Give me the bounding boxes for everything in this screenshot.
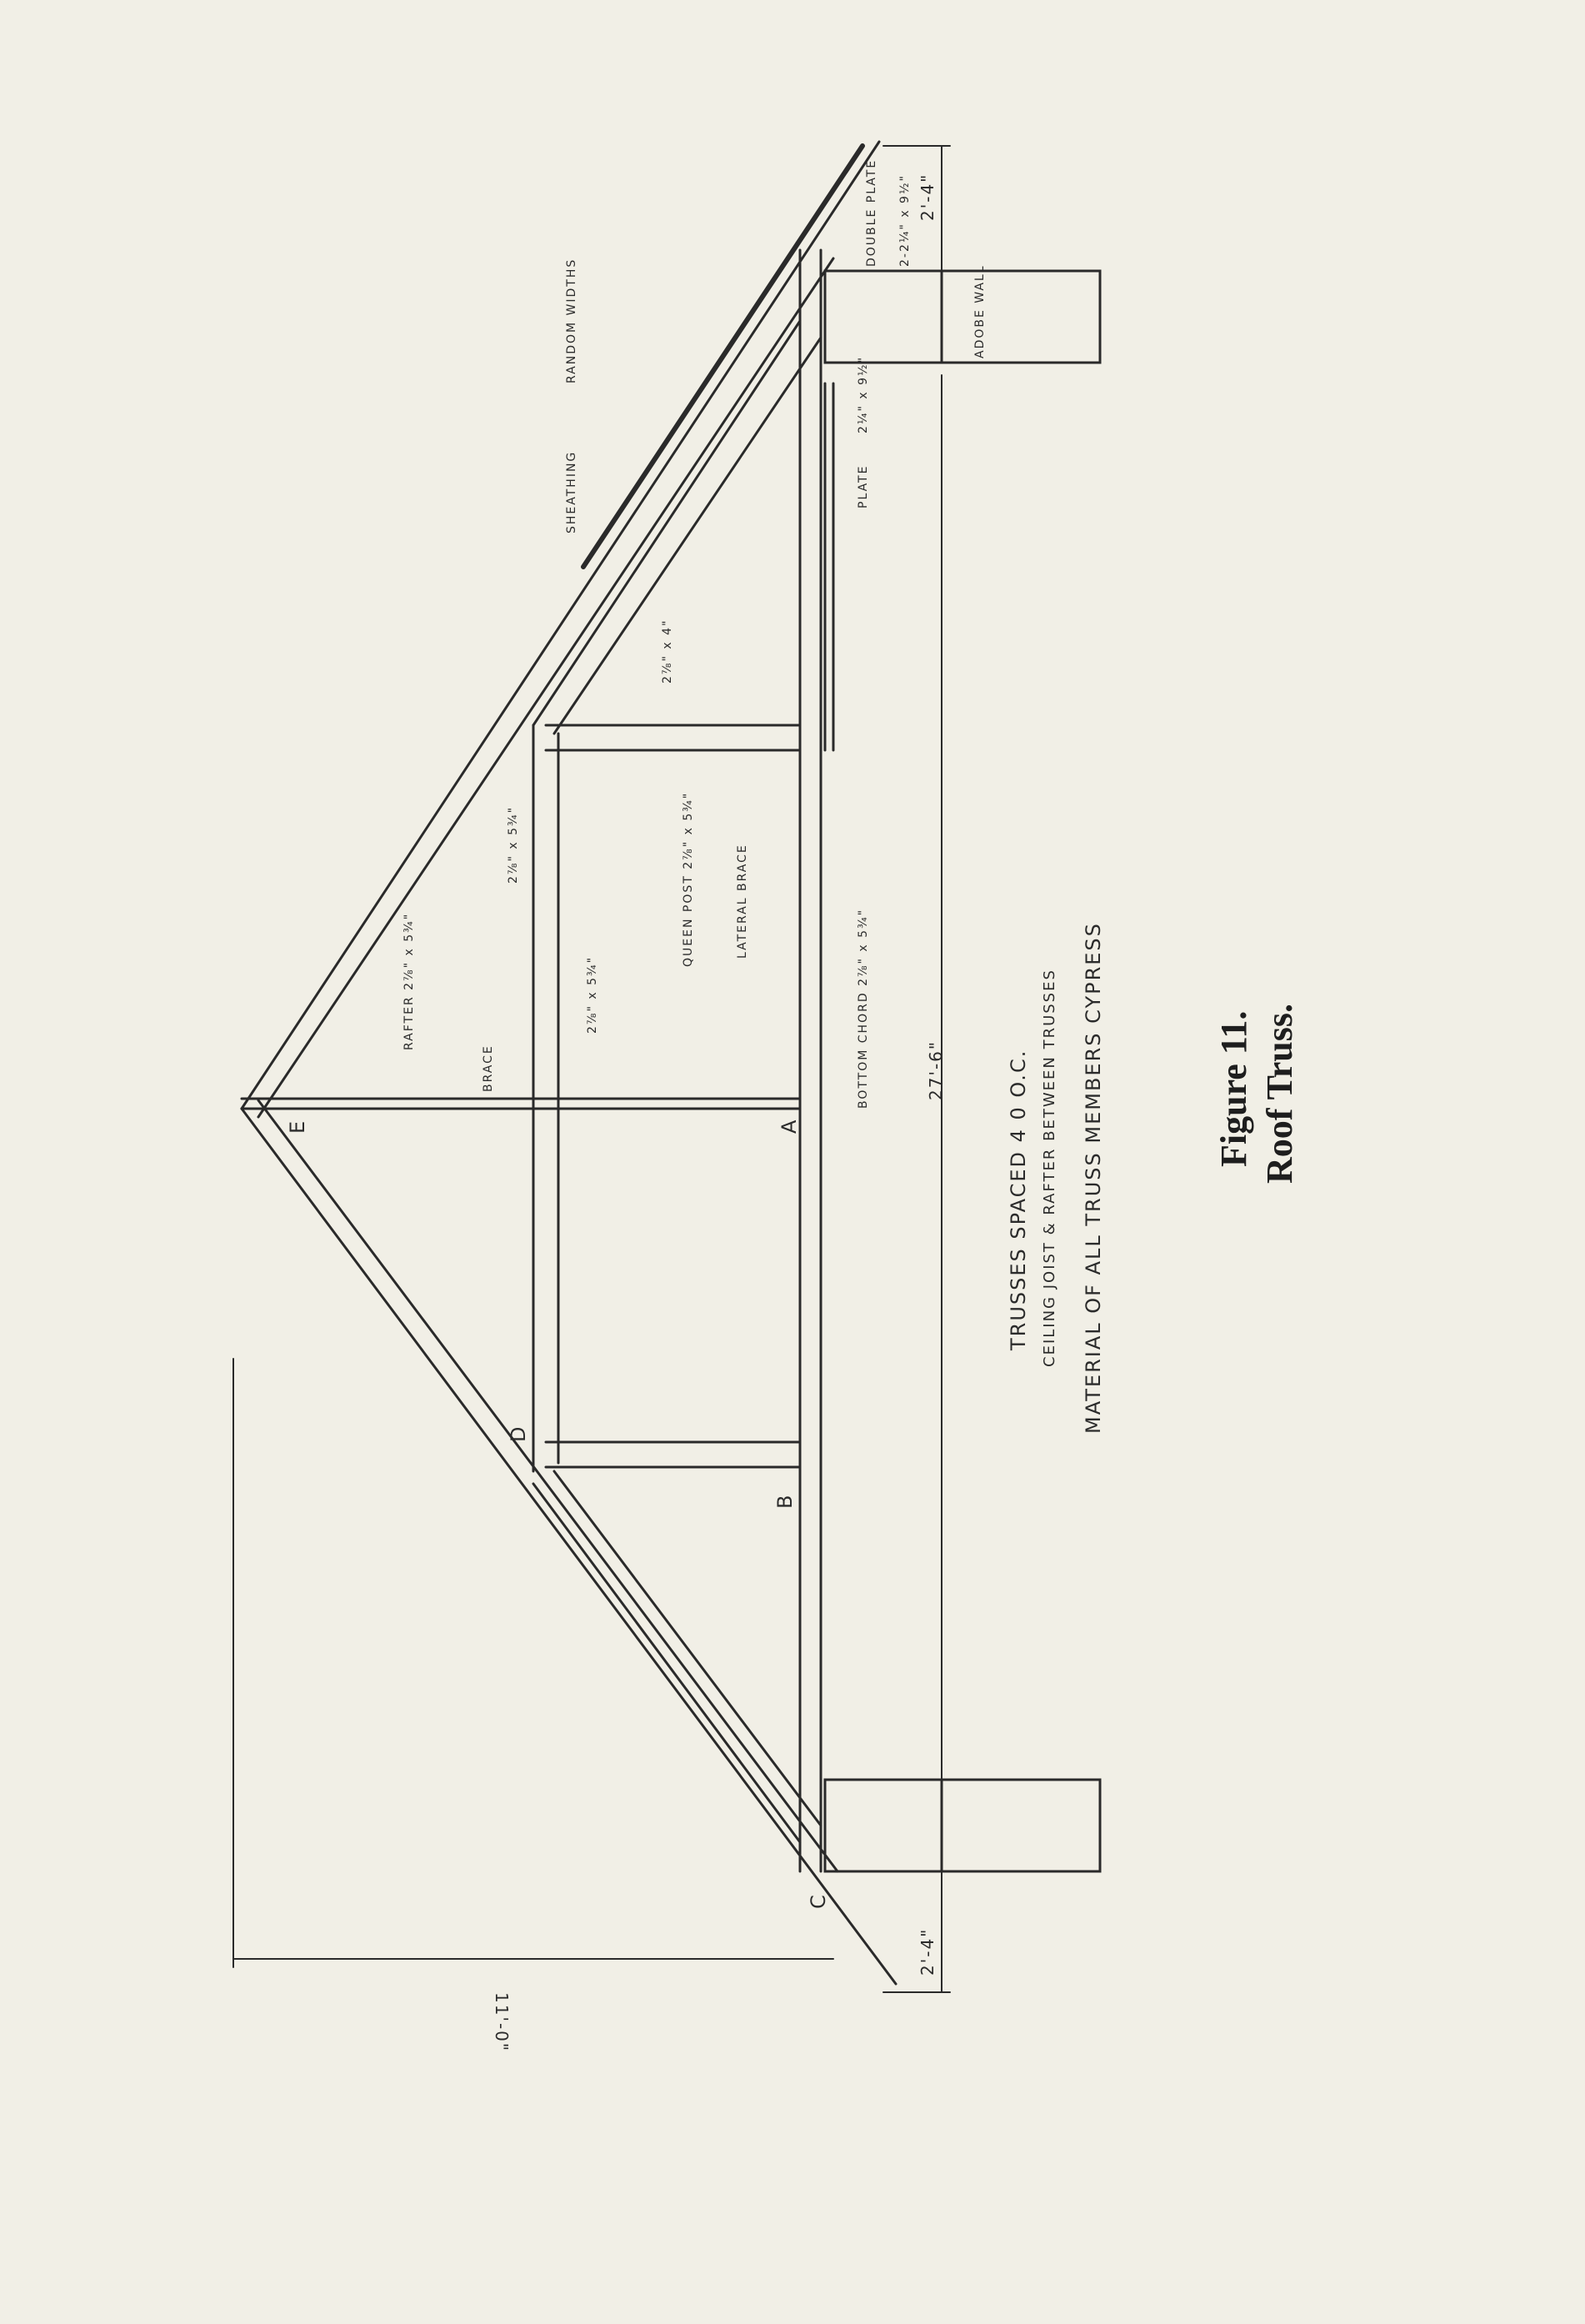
figure-title: Roof Truss. <box>1259 1004 1300 1184</box>
section-d: D <box>507 1425 530 1442</box>
label-sheathing: SHEATHING <box>565 450 578 533</box>
label-bottom-chord: BOTTOM CHORD 2⅞" x 5¾" <box>857 908 870 1109</box>
label-brace: BRACE <box>482 1044 495 1092</box>
strut-left-a <box>533 1484 800 1842</box>
truss-lines <box>233 142 1100 1992</box>
rafter-left-outer <box>242 1109 896 1984</box>
label-strut-upper: 2⅞" x 4" <box>661 619 674 684</box>
rafter-right-outer <box>242 142 879 1109</box>
figure-caption <box>1212 984 1321 1200</box>
label-strut-mid: 2⅞" x 5¾" <box>586 955 599 1034</box>
adobe-wall-right <box>825 271 1100 363</box>
label-plate: PLATE <box>857 464 870 508</box>
adobe-wall-left <box>825 1780 1100 1871</box>
label-lateral-brace: LATERAL BRACE <box>736 844 749 959</box>
dim-span: 27'-6" <box>926 1039 946 1100</box>
label-rafter: RAFTER 2⅞" x 5¾" <box>402 912 416 1050</box>
note-trusses-spaced: TRUSSES SPACED 4 0 O.C. <box>1007 1049 1030 1350</box>
section-a: A <box>778 1118 801 1134</box>
label-plate-size: 2¼" x 9½" <box>857 355 870 433</box>
figure-number: Figure 11. <box>1213 1010 1254 1167</box>
dim-overhang-top: 2'-4" <box>918 173 938 221</box>
label-adobe-wall: ADOBE WALL <box>973 264 987 358</box>
dim-rise: 11'-0" <box>492 1992 512 2053</box>
dim-overhang-bottom: 2'-4" <box>918 1927 938 1976</box>
note-ceiling-joist: CEILING JOIST & RAFTER BETWEEN TRUSSES <box>1041 969 1058 1367</box>
rafter-left-inner <box>258 1100 838 1871</box>
strut-left-b <box>554 1471 821 1826</box>
section-b: B <box>773 1493 797 1509</box>
section-c: C <box>807 1893 830 1909</box>
rafter-right-inner <box>258 258 833 1117</box>
note-material: MATERIAL OF ALL TRUSS MEMBERS CYPRESS <box>1082 922 1105 1434</box>
strut-right-b <box>554 338 821 734</box>
label-random-widths: RANDOM WIDTHS <box>565 258 578 383</box>
label-double-plate: DOUBLE PLATE <box>865 158 878 267</box>
label-strut-top: 2⅞" x 5¾" <box>507 805 520 884</box>
label-queen-post: QUEEN POST 2⅞" x 5¾" <box>682 791 695 967</box>
label-double-plate-size: 2-2¼" x 9½" <box>898 174 912 267</box>
section-e: E <box>286 1119 309 1134</box>
